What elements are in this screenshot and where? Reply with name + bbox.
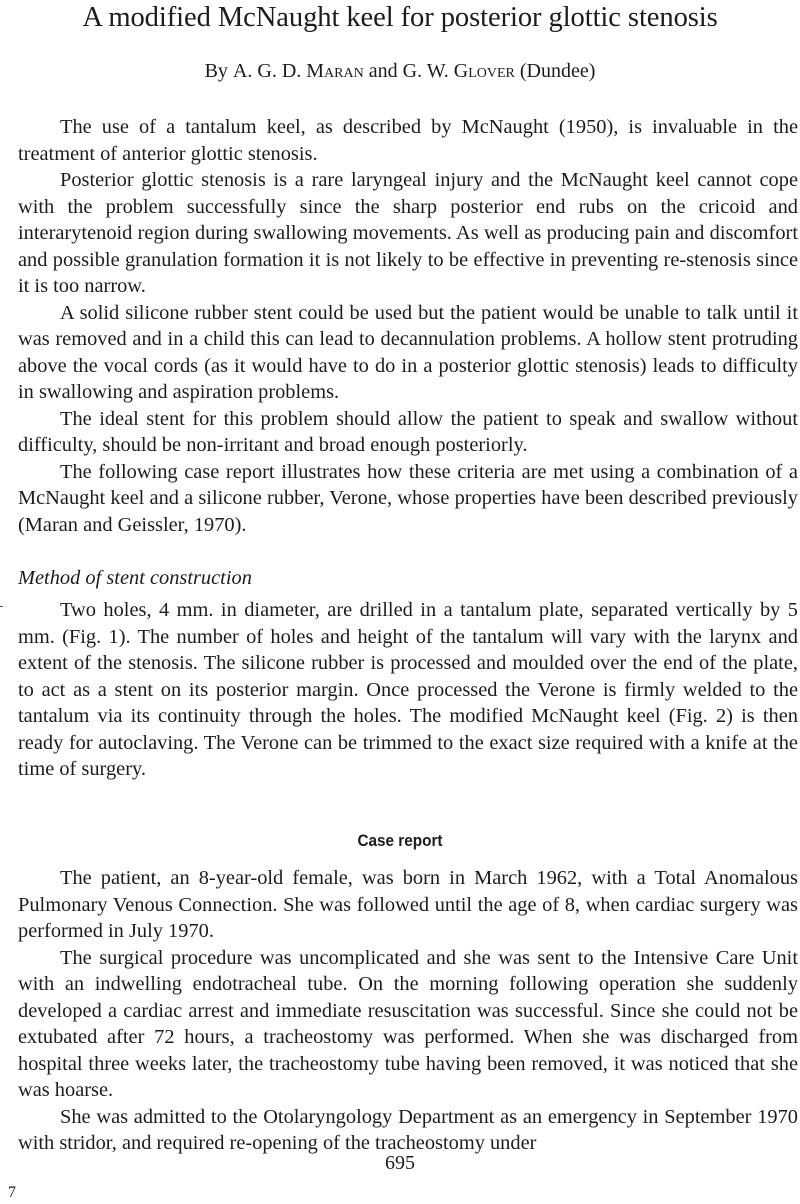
introduction-section [18,114,798,538]
body-paragraph: The ideal stent for this problem should allow the patient to speak and swallow without difficulty, should be non-irritant and broad enough posteriorly. [18,407,798,456]
body-paragraph: The following case report illustrates how these criteria are met using a combination of a McNaught keel and a silicone rubber, Verone, whose properties have been described previously (Maran and Geissler, 1970). [18,460,798,536]
method-section-heading: Method of stent construction [18,567,252,589]
case-report-section [18,865,798,1157]
corner-mark: 7 [8,1184,16,1201]
author-affiliation: (Dundee) [519,60,596,82]
body-paragraph: Two holes, 4 mm. in diameter, are drilled in a tantalum plate, separated vertically by 5 mm. (Fig. 1). The number of holes and height of the tantalum will vary with the larynx and extent of the stenosis. The silicone rubber is processed and moulded over the end of the plate, to act as a stent on its posterior margin. Once processed the Verone is firmly welded to the tantalum via its continuity through the holes. The modified McNaught keel (Fig. 2) is then ready for autoclaving. The Verone can be trimmed to the exact size required with a knife at the time of surgery. [18,599,798,780]
body-paragraph: The use of a tantalum keel, as described by McNaught (1950), is invaluable in the treatment of anterior glottic stenosis. [18,116,798,165]
case-report-heading: Case report [357,831,443,850]
author-byline [0,60,800,83]
body-paragraph: The patient, an 8-year-old female, was born in March 1962, with a Total Anomalous Pulmonary Venous Connection. She was followed until the age of 8, when cardiac surgery was performed in July 1970. [18,867,798,942]
body-paragraph: A solid silicone rubber stent could be used but the patient would be unable to talk until it was removed and in a child this can lead to decannulation problems. A hollow stent protruding above the vocal cords (as it would have to do in a posterior glottic stenosis) leads to difficulty in swallowing and aspiration problems. [18,301,798,403]
margin-tick [0,606,3,607]
byline-by: By [204,60,228,82]
body-paragraph: She was admitted to the Otolaryngology Department as an emergency in September 1970 with stridor, and required re-opening of the tracheostomy under [18,1105,798,1154]
page-number: 695 [385,1152,415,1174]
author-name: G. W. Glover [402,60,515,82]
article-title: A modified McNaught keel for posterior glottic stenosis [82,2,718,33]
body-paragraph: Posterior glottic stenosis is a rare laryngeal injury and the McNaught keel cannot cope with the problem successfully since the sharp posterior end rubs on the cricoid and interarytenoid region during swallowing movements. As well as producing pain and discomfort and possible granulation formation it is not likely to be effective in preventing re-stenosis since it is too narrow. [18,169,798,297]
method-section [18,597,798,783]
byline-and: and [368,60,398,82]
body-paragraph: The surgical procedure was uncomplicated and she was sent to the Intensive Care Unit with an indwelling endotracheal tube. On the morning following operation she suddenly developed a cardiac arrest and immediate resuscitation was successful. Since she could not be extubated after 72 hours, a tracheostomy was performed. When she was discharged from hospital three weeks later, the tracheostomy tube having been removed, it was noticed that she was hoarse. [18,946,798,1101]
author-name: A. G. D. Maran [232,60,364,82]
